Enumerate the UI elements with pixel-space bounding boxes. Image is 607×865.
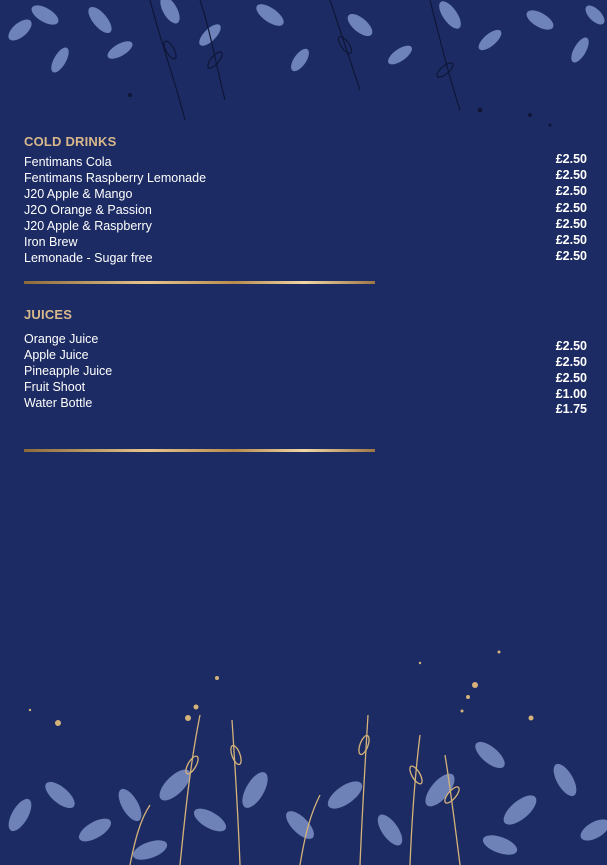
menu-item-name: Fentimans Cola <box>24 155 112 169</box>
menu-item-price: £2.50 <box>555 200 587 215</box>
menu-item-name: Orange Juice <box>24 332 99 346</box>
menu-item-name: J2O Orange & Passion <box>24 203 152 217</box>
menu-item-name: Pineapple Juice <box>24 364 113 378</box>
menu-item-price: £2.50 <box>555 184 587 199</box>
menu-item-price: £2.50 <box>555 355 587 370</box>
section-juices <box>24 307 589 427</box>
menu-item-name: Water Bottle <box>24 396 93 410</box>
menu-item-price: £1.75 <box>555 401 587 416</box>
menu-item-price: £2.50 <box>555 371 587 386</box>
top-foliage-decoration <box>0 0 607 140</box>
menu-item-name: Iron Brew <box>24 235 78 249</box>
menu-item-price: £2.50 <box>555 233 587 248</box>
item-prices <box>556 338 587 417</box>
menu-item-price: £2.50 <box>555 249 587 264</box>
menu-item-name: Fruit Shoot <box>24 380 86 394</box>
menu-item-price: £2.50 <box>555 168 587 183</box>
section-cold-drinks <box>24 134 589 264</box>
menu-item-price: £2.50 <box>555 339 587 353</box>
section-title: JUICES <box>24 307 73 322</box>
gold-divider <box>24 449 375 452</box>
menu-item-price: £1.00 <box>555 386 587 401</box>
menu-item-name: Apple Juice <box>24 348 89 362</box>
menu-item-price: £2.50 <box>555 152 587 166</box>
menu-item-name: Fentimans Raspberry Lemonade <box>24 171 207 185</box>
item-prices <box>556 151 587 264</box>
menu-item-name: Lemonade - Sugar free <box>24 251 153 265</box>
menu-item-name: J20 Apple & Raspberry <box>24 219 152 233</box>
menu-item-name: J20 Apple & Mango <box>24 187 133 201</box>
item-names <box>24 154 206 266</box>
section-title: COLD DRINKS <box>24 134 117 149</box>
item-names <box>24 331 112 411</box>
bottom-foliage-decoration <box>0 615 607 865</box>
menu-item-price: £2.50 <box>555 216 587 231</box>
gold-divider <box>24 281 375 284</box>
